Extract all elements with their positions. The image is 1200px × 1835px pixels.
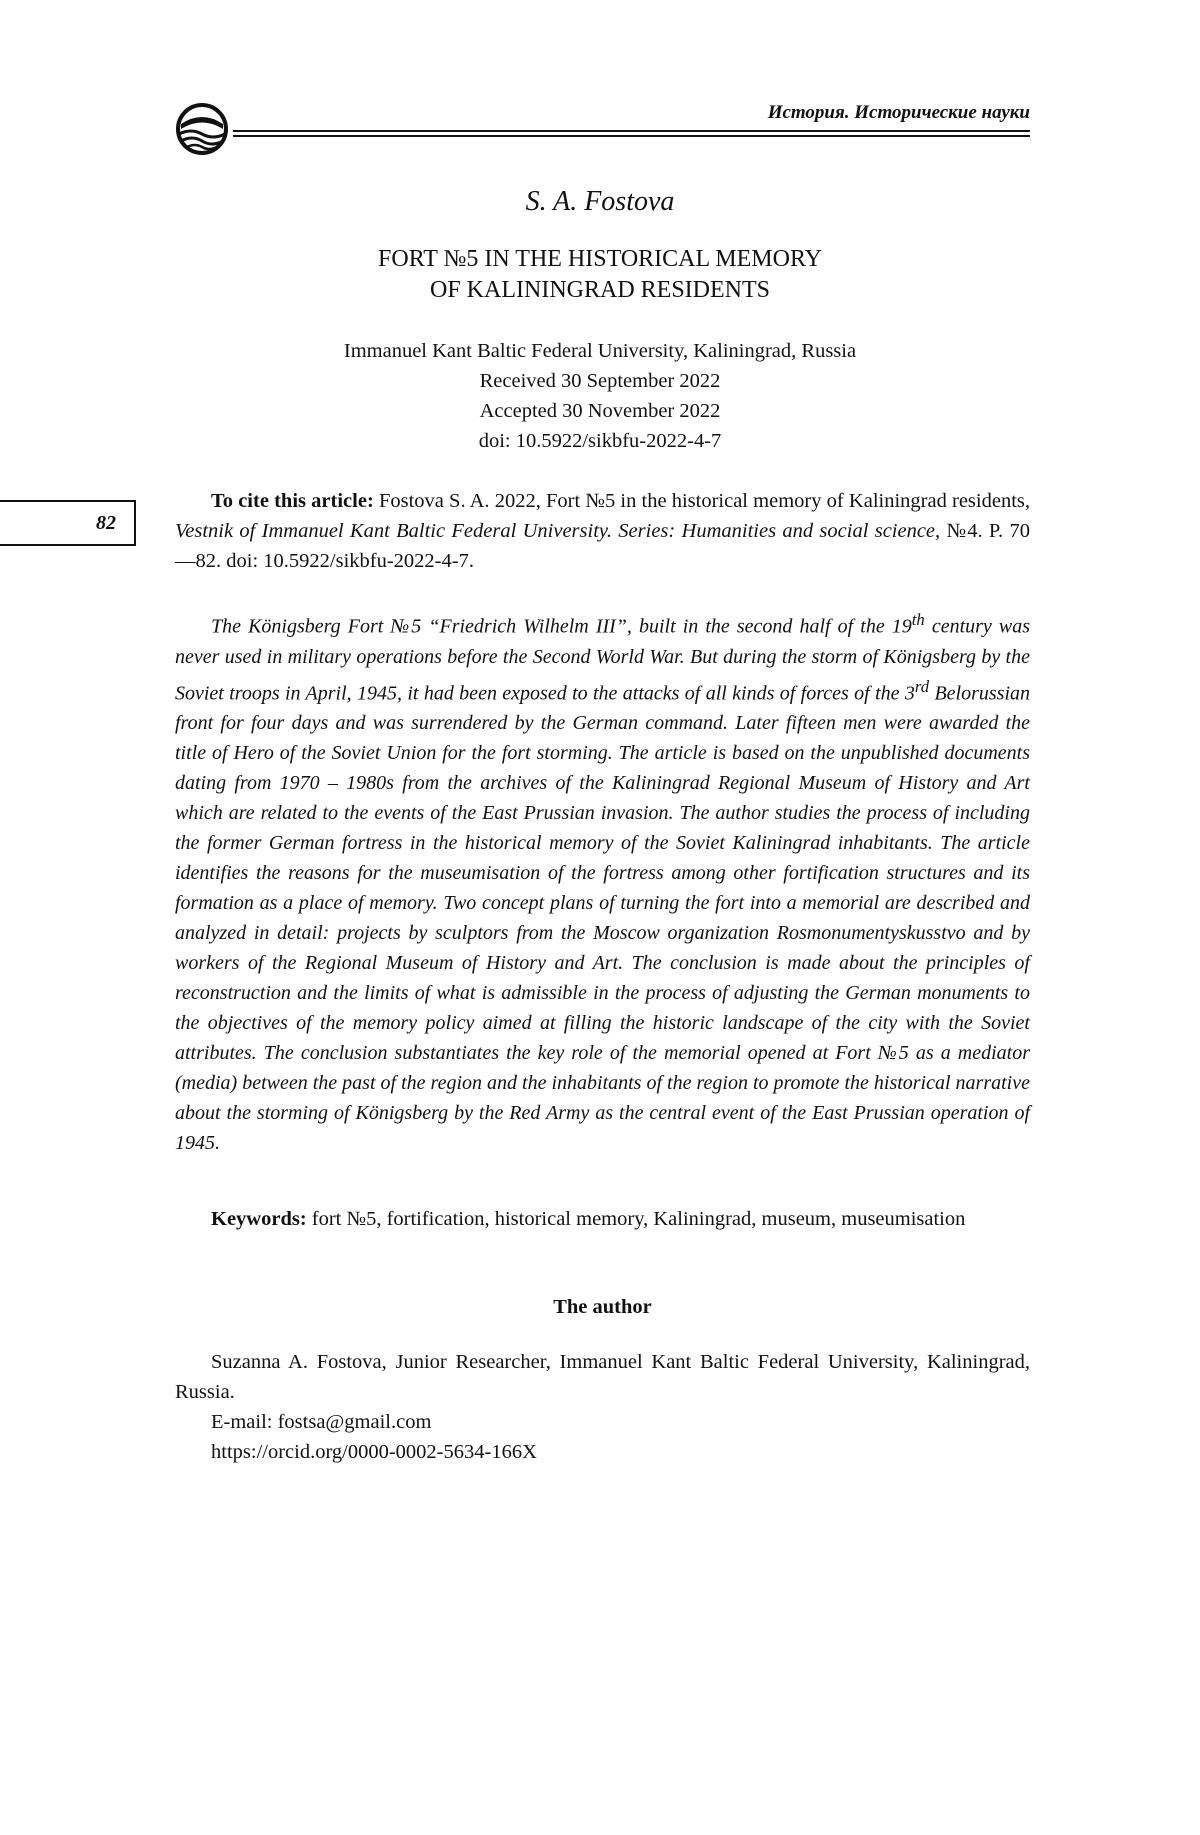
keywords: [175, 1204, 1030, 1234]
header-rule-bottom: [233, 135, 1030, 137]
citation-text-after: №4. P. 70—82. doi: 10.5922/sikbfu-2022-4-7.: [175, 520, 1030, 572]
keywords-label: Keywords:: [211, 1208, 307, 1230]
journal-wave-logo-icon: [175, 102, 231, 156]
abstract-seg-1: The Königsberg Fort №5 “Friedrich Wilhelm III”, built in the second half of the 19: [211, 615, 912, 638]
page-number-tab: [0, 500, 136, 546]
abstract-seg-2: century was never used in military operations before the Second World War. But during the storm of Königsberg by the Soviet troops in April, 1945, it had been exposed to the attacks of all kinds of forces of the 3: [175, 615, 1030, 705]
citation-paragraph: [175, 486, 1030, 576]
title-line-2: OF KALININGRAD RESIDENTS: [430, 277, 770, 303]
keywords-text: fort №5, fortification, historical memory, Kaliningrad, museum, museumisation: [306, 1208, 966, 1230]
affiliation: Immanuel Kant Baltic Federal University, Kaliningrad, Russia: [343, 340, 857, 362]
article-title: [0, 244, 1200, 306]
citation-journal: Vestnik of Immanuel Kant Baltic Federal University. Series: Humanities and social science,: [175, 520, 941, 542]
page-number: 82: [96, 512, 116, 534]
citation-label: To cite this article:: [211, 490, 374, 512]
running-head: История. Исторические науки: [767, 102, 1030, 123]
abstract-seg-3: Belorussian front for four days and was surrendered by the German command. Later fifteen men were awarded the title of Hero of the Soviet Union for the fort storming. The article is based on the unpublished documents dating from 1970 – 1980s from the archives of the Kaliningrad Regional Museum of History and Art which are related to the events of the East Prussian invasion. The author studies the process of including the former German fortress in the historical memory of the Soviet Kaliningrad inhabitants. The article identifies the reasons for the museumisation of the fortress among other fortification structures and its formation as a place of memory. Two concept plans of turning the fort into a memorial are described and analyzed in detail: projects by sculptors from the Moscow organization Rosmonumentyskusstvo and by workers of the Regional Museum of History and Art. The conclusion is made about the principles of reconstruction and the limits of what is admissible in the process of adjusting the German monuments to the objectives of the memory policy aimed at filling the historic landscape of the city with the Soviet attributes. The conclusion substantiates the key role of the memorial opened at Fort №5 as a mediator (media) between the past of the region and the inhabitants of the region to promote the historical narrative about the storming of Königsberg by the Red Army as the central event of the East Prussian operation of 1945.: [175, 682, 1030, 1155]
author-orcid: https://orcid.org/0000-0002-5634-166X: [211, 1441, 537, 1463]
received-date: Received 30 September 2022: [479, 370, 721, 392]
title-line-1: FORT №5 IN THE HISTORICAL MEMORY: [378, 246, 822, 272]
abstract-sup-1: th: [911, 610, 925, 629]
abstract-sup-2: rd: [914, 676, 930, 696]
article-meta: [0, 336, 1200, 456]
author-info: [175, 1347, 1030, 1467]
header-rule-top: [233, 130, 1030, 132]
accepted-date: Accepted 30 November 2022: [479, 400, 721, 422]
author-email: E-mail: fostsa@gmail.com: [211, 1411, 432, 1433]
author-section-heading: The author: [553, 1296, 652, 1318]
abstract: [175, 605, 1030, 1158]
article-author: S. A. Fostova: [525, 186, 675, 217]
page-header: [175, 96, 1030, 156]
citation-text-before: Fostova S. A. 2022, Fort №5 in the historical memory of Kaliningrad residents,: [373, 490, 1030, 512]
doi: doi: 10.5922/sikbfu-2022-4-7: [478, 430, 722, 452]
author-bio: Suzanna A. Fostova, Junior Researcher, Immanuel Kant Baltic Federal University, Kaliningrad, Russia.: [175, 1351, 1030, 1403]
